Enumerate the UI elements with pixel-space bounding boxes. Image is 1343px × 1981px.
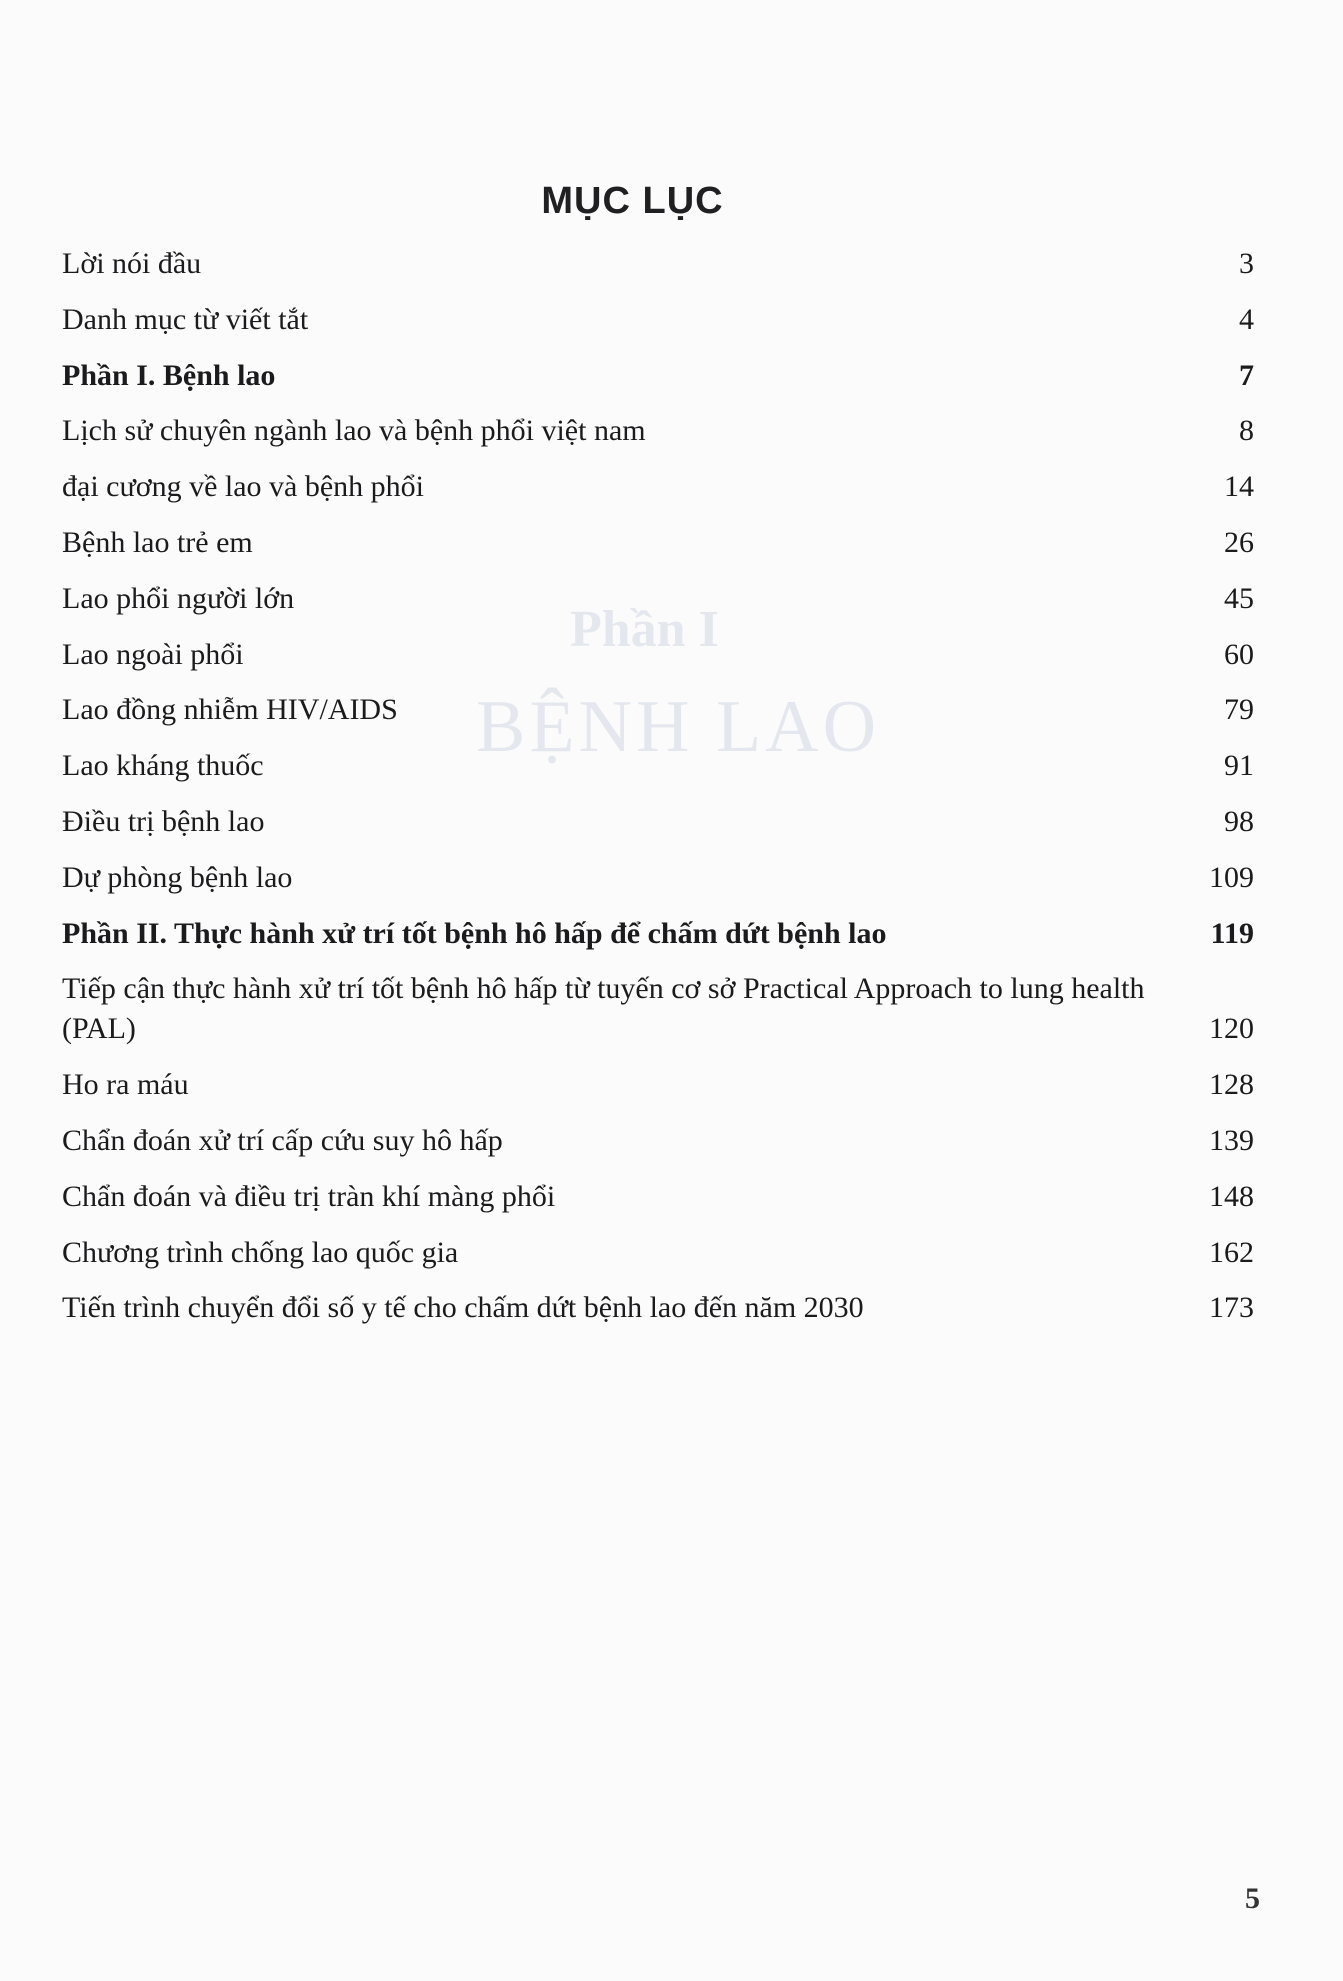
toc-entry-page: 91: [1224, 749, 1254, 783]
toc-entry-page: 79: [1224, 693, 1254, 727]
toc-entry-page: 26: [1224, 525, 1254, 559]
toc-entry: [62, 1233, 1254, 1273]
toc-entry-page: 148: [1209, 1179, 1254, 1213]
watermark-title: BỆNH LAO: [476, 686, 881, 768]
toc-entry-label: Lao đồng nhiễm HIV/AIDS: [62, 693, 398, 727]
toc-entry: [62, 746, 1254, 786]
toc-entry-page: 120: [1209, 1012, 1254, 1046]
toc-entry: [62, 411, 1254, 451]
toc-entry: [62, 579, 1254, 619]
toc-entry: [62, 802, 1254, 842]
table-of-contents: [62, 244, 1254, 1344]
toc-entry-label: Chương trình chống lao quốc gia: [62, 1235, 459, 1269]
toc-entry-page: 98: [1224, 804, 1254, 838]
toc-entry: [62, 1065, 1254, 1105]
toc-entry-page: 139: [1209, 1123, 1254, 1157]
page-title: MỤC LỤC: [541, 180, 724, 222]
toc-entry: [62, 635, 1254, 675]
toc-entry-label: Lao kháng thuốc: [62, 749, 264, 783]
toc-entry-page: 128: [1209, 1068, 1254, 1102]
toc-entry-page: 162: [1209, 1235, 1254, 1269]
toc-entry-page: 45: [1224, 581, 1254, 615]
toc-entry-label: Tiếp cận thực hành xử trí tốt bệnh hô hấp từ tuyến cơ sở Practical Approach to lung health (PAL): [62, 972, 1145, 1046]
toc-entry-page: 119: [1210, 916, 1254, 950]
toc-entry-label: Chẩn đoán xử trí cấp cứu suy hô hấp: [62, 1123, 503, 1157]
toc-entry-label: Phần I. Bệnh lao: [62, 358, 276, 392]
toc-entry-page: 14: [1224, 470, 1254, 504]
toc-entry: [62, 1121, 1254, 1161]
toc-section-heading: [62, 914, 1254, 954]
toc-entry-label: Ho ra máu: [62, 1068, 189, 1102]
toc-entry-page: 4: [1239, 302, 1254, 336]
toc-entry-label: Lịch sử chuyên ngành lao và bệnh phổi việt nam: [62, 414, 646, 448]
toc-entry-label: Lời nói đầu: [62, 247, 202, 280]
toc-entry-label: Danh mục từ viết tắt: [62, 302, 309, 336]
toc-entry-page: 3: [1239, 247, 1254, 280]
toc-entry: [62, 1288, 1254, 1328]
toc-entry-page: 60: [1224, 637, 1254, 671]
toc-entry-label: Điều trị bệnh lao: [62, 804, 265, 838]
toc-entry: [62, 690, 1254, 730]
toc-entry-label: Dự phòng bệnh lao: [62, 860, 293, 894]
toc-entry-label: Phần II. Thực hành xử trí tốt bệnh hô hấp để chấm dứt bệnh lao: [62, 916, 887, 950]
toc-section-heading: [62, 356, 1254, 396]
toc-entry-label: đại cương về lao và bệnh phổi: [62, 470, 425, 504]
toc-entry-label: Bệnh lao trẻ em: [62, 525, 253, 559]
toc-entry-label: Lao ngoài phổi: [62, 637, 244, 671]
toc-entry: [62, 858, 1254, 898]
toc-entry: [62, 1177, 1254, 1217]
toc-entry: [62, 300, 1254, 340]
toc-entry-page: 7: [1239, 358, 1254, 392]
toc-entry: [62, 244, 1254, 284]
toc-entry-label: Tiến trình chuyển đổi số y tế cho chấm dứt bệnh lao đến năm 2030: [62, 1291, 864, 1325]
watermark-part: Phần I: [570, 601, 719, 658]
toc-entry: [62, 467, 1254, 507]
page-number: 5: [1245, 1882, 1260, 1915]
toc-entry: [62, 523, 1254, 563]
toc-entry-label: Lao phổi người lớn: [62, 581, 295, 615]
toc-entry-label: Chẩn đoán và điều trị tràn khí màng phổi: [62, 1179, 556, 1213]
toc-entry-page: 173: [1209, 1291, 1254, 1325]
toc-entry-page: 8: [1239, 414, 1254, 448]
toc-entry-page: 109: [1209, 860, 1254, 894]
toc-entry: [62, 969, 1254, 1049]
